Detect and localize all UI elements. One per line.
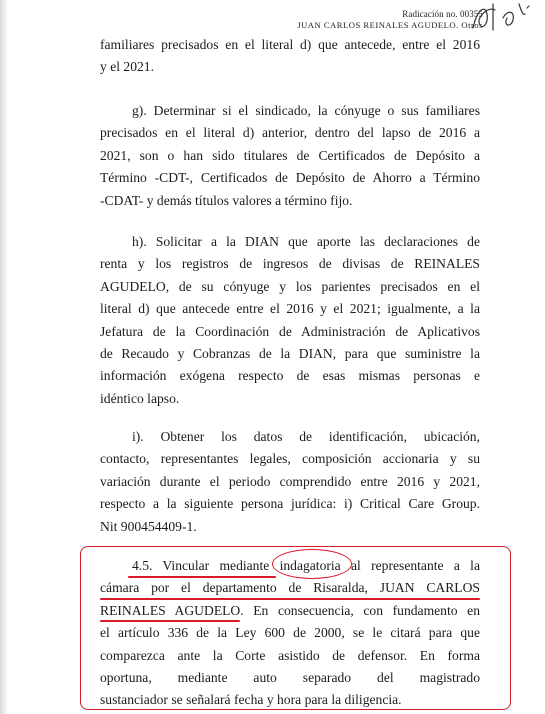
- highlight-underline: [100, 598, 480, 600]
- text-line: cámara por el departamento de Risaralda, JUAN CARLOS: [100, 580, 480, 596]
- text-line: 4.5. Vincular mediante indagatoria al representante a la: [132, 558, 480, 573]
- text-line: literal d) que antecede entre el 2016 y el 2021; igualmente, a la: [100, 301, 480, 317]
- paragraph-h: [100, 231, 480, 410]
- text-line: Término -CDT-, Certificados de Depósito de Ahorro a Término: [100, 170, 480, 186]
- text-line: familiares precisados en el literal d) que antecede, entre el 2016: [100, 37, 480, 52]
- case-parties: JUAN CARLOS REINALES AGUDELO. Otros: [297, 20, 483, 30]
- text-line: comparezca ante la Corte asistido de defensor. En forma: [100, 647, 480, 663]
- text-line: idéntico lapso.: [100, 390, 180, 406]
- text-line: sustanciador se señalará fecha y hora para la diligencia.: [100, 692, 402, 708]
- text-line: i). Obtener los datos de identificación, ubicación,: [132, 429, 480, 444]
- text-line: REINALES AGUDELO. En consecuencia, con fundamento en: [100, 602, 480, 618]
- highlight-underline: [128, 576, 276, 578]
- text-line: g). Determinar si el sindicado, la cónyuge o sus familiares: [132, 103, 480, 118]
- text-line: información exógena respecto de esas mismas personas e: [100, 368, 480, 384]
- paragraph-i: [100, 426, 480, 538]
- text-line: precisados en el literal d) anterior, dentro del lapso de 2016 a: [100, 125, 480, 141]
- text-line: variación durante el periodo comprendido entre 2016 y 2021,: [100, 473, 480, 489]
- text-line: -CDAT- y demás títulos valores a término fijo.: [100, 192, 353, 208]
- text-line: respecto a la siguiente persona jurídica: i) Critical Care Group.: [100, 496, 480, 512]
- text-line: y el 2021.: [100, 59, 154, 75]
- handwritten-signature-icon: [463, 0, 533, 36]
- highlight-underline: [100, 620, 240, 622]
- text-line: contacto, representantes legales, composición accionaria y su: [100, 451, 480, 467]
- radicacion-number: Radicación no. 00355: [402, 9, 483, 19]
- text-line: el artículo 336 de la Ley 600 de 2000, se le citará para que: [100, 625, 480, 641]
- paragraph-continuation: [100, 34, 480, 79]
- text-line: AGUDELO, de su cónyuge y los parientes precisados en el: [100, 278, 480, 294]
- text-line: h). Solicitar a la DIAN que aporte las declaraciones de: [132, 234, 480, 249]
- text-line: 2021, son o han sido titulares de Certificados de Depósito a: [100, 147, 480, 163]
- text-line: renta y los registros de ingresos de divisas de REINALES: [100, 256, 480, 272]
- paragraph-g: [100, 100, 480, 212]
- page-header: [297, 9, 483, 31]
- text-line: oportuna, mediante auto separado del magistrado: [100, 670, 480, 686]
- text-line: Nit 900454409-1.: [100, 518, 197, 534]
- text-line: de Recaudo y Cobranzas de la DIAN, para que suministre la: [100, 346, 480, 362]
- highlight-oval: [272, 549, 352, 579]
- scan-edge-shadow: [0, 0, 8, 714]
- text-line: Jefatura de la Coordinación de Administración de Aplicativos: [100, 323, 480, 339]
